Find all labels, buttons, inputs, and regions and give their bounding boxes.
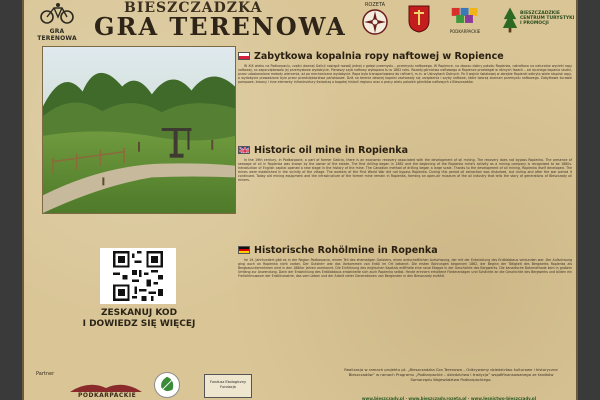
partner-badge: [154, 372, 180, 398]
rozeta-caption: ROZETA: [364, 2, 386, 8]
hills-icon: [68, 380, 144, 392]
centrum-logo: [500, 3, 576, 39]
qr-code-icon: [103, 251, 173, 301]
text-column: [238, 50, 572, 368]
partner-label: Partner: [36, 371, 55, 377]
leaf-icon: [155, 373, 179, 397]
podkarpackie-footer-logo: [68, 380, 144, 400]
section-title: Zabytkowa kopalnia ropy naftowej w Ropience: [254, 50, 504, 62]
page-title: GRA TERENOWA: [94, 12, 347, 41]
bike-logo: [36, 2, 78, 42]
qr-code[interactable]: [100, 248, 176, 304]
board-header: [24, 0, 580, 44]
pk-logo-caption: PODKARPACKIE: [449, 29, 481, 34]
uk-flag-icon: [238, 146, 250, 154]
section-text: Im 19. Jahrhundert gibt es in der Region Podkarpacie, einem Teil des ehemaligen Galiziens, einen wirtschaftlichen Aufschwung, der mit der Entwicklung des Erdölabbaus verbunden war. Der Aufschwung ging auch an Ropienka nicht vorbei. Der Gutsherr war das Vorkommen von Erdöl im Ort bekannt. Die ersten Bohrungen begannen 1862, der Beginn der Tätigkeit des Bergwerks Ropienka als Bergbauunternehmen wird in den 1880er Jahren anerkannt. Die Einführung des englischen Kapitals eröffnete eine neue Etappe in der Geschichte des Bergwerks. Die kanadische Bohrmethode kam in großem Umfang zur Anwendung. Dank der Entwicklung des Erdölabbaus entwickelte sich auch Ropienka selbst. Heute erinnern erhaltene Förderanlagen und Schächte an die Geschichte des Bergwerks und bilden ein Freilichtmuseum der Erdölindustrie, das vom Leben und der Arbeit vieler Generationen von Bergleuten in den Bieszczady erzählt.: [238, 258, 572, 278]
german-flag-icon: [238, 246, 250, 254]
fundusz-logo: [204, 374, 252, 398]
section-english: [238, 144, 572, 182]
section-german: [238, 244, 572, 278]
qr-label: [74, 308, 204, 330]
oil-mine-landscape-image: [43, 47, 235, 213]
podkarpackie-logo: [448, 5, 482, 35]
rosette-icon: [361, 8, 389, 36]
region-mark-icon: [450, 5, 480, 25]
information-board: [22, 0, 578, 400]
bicycle-icon: [40, 2, 74, 24]
qr-label-line2: I DOWIEDZ SIĘ WIĘCEJ: [82, 319, 196, 329]
logo-caption: GRA TERENOWA: [37, 28, 77, 42]
section-text: In the 19th century, in Podkarpacie, a part of former Galicia, there is an economic recovery associated with the development of oil mining. The recovery does not bypass Ropienka. The presence of seepage of oil in Ropienka was known by the owner of the estate. The first drilling began in 1862 and the beginning of the Ropienka mine's activity as a mining company is recognized to be 1880s. Introduction of English capital opened a new stage in the history of the mine. The Canadian method of drilling began a large scale. Thanks to the development of oil mining, Ropienka itself developed. The mines were established in the vicinity of the village. The workers of the First World War did not bypass Ropienka. During this period oil extraction was disturbed, but during and after the war period it continued. Today old mining equipment and the infrastructure of the former mine remain in Ropienka, forming an open-air museum of the oil industry that tells the story of generations of Bieszczady oil miners.: [238, 158, 572, 182]
section-title: Historic oil mine in Ropienka: [254, 144, 408, 156]
centrum-caption: BIESZCZADZKIE CENTRUM TURYSTYKI I PROMOCJI: [520, 11, 575, 26]
tree-icon: [502, 5, 518, 35]
section-polish: [238, 50, 572, 84]
polish-flag-icon: [238, 52, 250, 60]
fundusz-caption: Fundusz Ekologiczny Fundacja: [209, 380, 247, 389]
site-photo: [42, 46, 236, 214]
title-small: BIESZCZADZKA: [124, 0, 263, 16]
coat-of-arms-icon: [408, 5, 430, 33]
credits-text: Realizacja w ramach projektu pt. „Bieszczadzka Gra Terenowa – Odkrywamy dziedzictwo kulturowe i historyczne Bieszczadów” w ramach Programu „Podkarpackie – dziedzictwo i tradycja” współfinansowanego ze środków Samorządu Województwa Podkarpackiego.: [344, 367, 558, 382]
footer-links[interactable]: www.bieszczady.pl · www.bieszczady.rozeta.pl · www.lesnictwo-bieszczady.pl: [361, 396, 537, 400]
podkarpackie-caption: PODKARPACKIE: [78, 392, 137, 399]
section-text: W XIX wieku na Podkarpaciu, części dawnej Galicji nastąpił rozwój jednej z gałęzi przemysłu – przemysłu naftowego. W Ropience, na zboczu doliny potoku Ropienka, natrafiono na naturalne wycieki ropy naftowej, co zapoczątkowało jej przemysłowe wydobycie. Pierwszy szyb naftowy wykopano tu w 1862 roku. Rozwój górnictwa naftowego w Ropience przebiegał w różnych fazach – od ręcznego kopania studni, przez udoskonalone metody wiercenia, aż po mechaniczne wydobycie. Ropa była transportowana do rafinerii, m.in. w Ustrzykach Dolnych. Po II wojnie światowej w obrębie Ropienki odkryto wiele skupisk ropy, a wydobycie prowadzone było przez przedsiębiorstwa państwowe. Dziś na terenie dawnej kopalni zachowały się urządzenia i szyby naftowe, które tworzą skansen przemysłu naftowego. Zabytkowe żurawie pompowe, kiwony i inne elementy infrastruktury świadczą o bogatej historii regionu oraz o pracy wielu pokoleń górników naftowych z Bieszczadów.: [238, 64, 572, 84]
board-footer: [24, 366, 580, 400]
qr-label-line1: ZESKANUJ KOD: [100, 308, 178, 318]
rozeta-logo: [358, 2, 392, 40]
section-title: Historische Rohölmine in Ropenka: [254, 244, 438, 256]
